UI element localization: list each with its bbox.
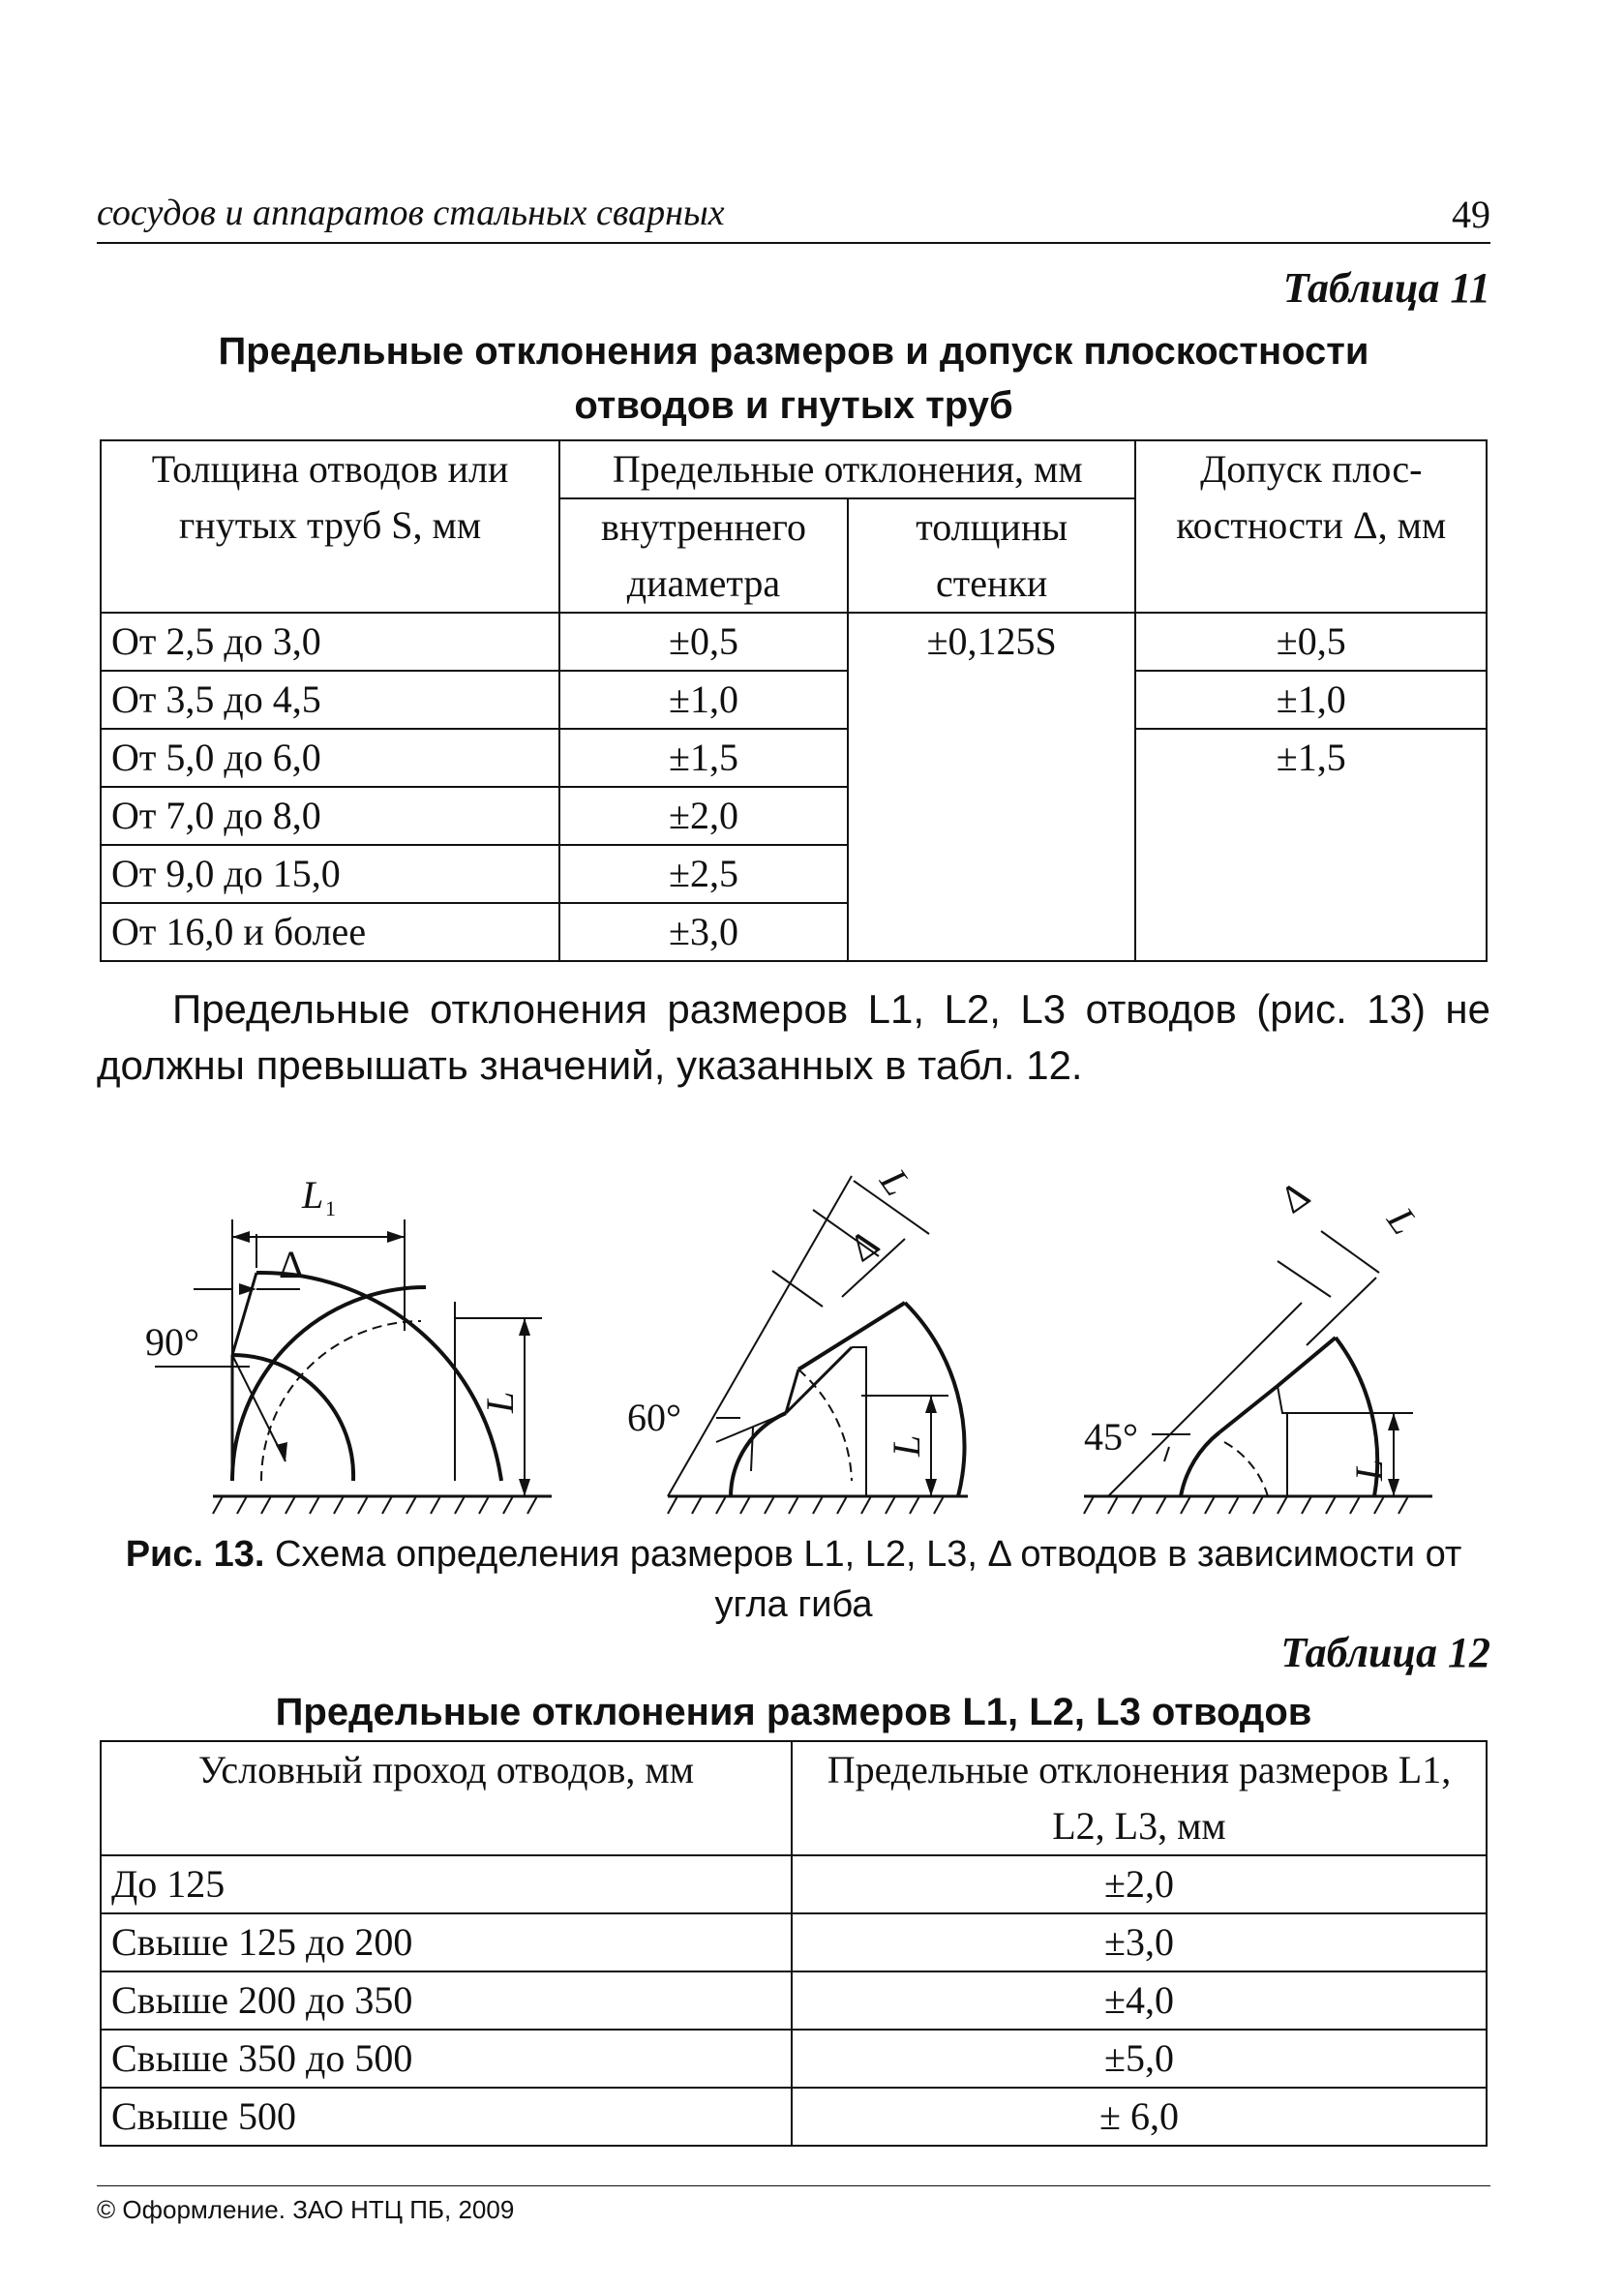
caption-label: Рис. 13.: [125, 1534, 265, 1575]
cell-inner: ±1,5: [559, 729, 848, 787]
header-thickness: Толщина отводов или гнутых труб S, мм: [101, 440, 559, 613]
table-row: [101, 2088, 1487, 2146]
svg-text:1: 1: [325, 1196, 336, 1220]
cell-range: От 5,0 до 6,0: [101, 729, 559, 787]
label-l2-top: L: [871, 1160, 920, 1204]
cell-inner: ±1,0: [559, 671, 848, 729]
label-angle-45: 45°: [1084, 1415, 1138, 1459]
cell-wall-merged: ±0,125S: [848, 613, 1136, 961]
footer-rule: [97, 2185, 1490, 2186]
cell-range: До 125: [101, 1855, 792, 1913]
footer-copyright: © Оформление. ЗАО НТЦ ПБ, 2009: [97, 2195, 515, 2224]
label-delta-1: Δ: [279, 1243, 304, 1286]
cell-range: От 3,5 до 4,5: [101, 671, 559, 729]
cell-deviation: ±3,0: [792, 1913, 1487, 1971]
running-title: сосудов и аппаратов стальных сварных: [97, 193, 725, 233]
table-11-title-line-2: отводов и гнутых труб: [574, 384, 1013, 427]
cell-deviation: ± 6,0: [792, 2088, 1487, 2146]
cell-range: От 9,0 до 15,0: [101, 845, 559, 903]
running-header: [97, 192, 1490, 238]
table-12: [100, 1740, 1488, 2147]
cell-deviation: ±2,0: [792, 1855, 1487, 1913]
cell-range: Свыше 125 до 200: [101, 1913, 792, 1971]
body-paragraph: Предельные отклонения размеров L1, L2, L3 отводов (рис. 13) не должны превышать значений, указанных в табл. 12.: [97, 986, 1490, 1088]
cell-inner: ±0,5: [559, 613, 848, 671]
table-12-label: Таблица 12: [1280, 1629, 1490, 1676]
cell-range: Свыше 500: [101, 2088, 792, 2146]
label-l2-side: L: [885, 1434, 928, 1457]
table-row: [101, 1971, 1487, 2030]
figure-13-diagram: [145, 1123, 1452, 1529]
table-row: [101, 671, 1487, 729]
cell-inner: ±2,5: [559, 845, 848, 903]
table-11-title-line-1: Предельные отклонения размеров и допуск плоскостности: [218, 330, 1369, 373]
header-nominal-pass: Условный проход отводов, мм: [101, 1741, 792, 1855]
header-l-deviations: Предельные отклонения размеров L1, L2, L3, мм: [792, 1741, 1487, 1855]
table-row: [101, 729, 1487, 787]
table-row: [101, 1855, 1487, 1913]
label-l1-top: L: [302, 1173, 324, 1217]
cell-flatness: ±1,0: [1135, 671, 1487, 729]
cell-range: Свыше 200 до 350: [101, 1971, 792, 2030]
header-rule: [97, 242, 1490, 244]
cell-flatness: ±0,5: [1135, 613, 1487, 671]
cell-deviation: ±4,0: [792, 1971, 1487, 2030]
cell-deviation: ±5,0: [792, 2030, 1487, 2088]
caption-text: Схема определения размеров L1, L2, L3, Δ отводов в зависимости от угла гиба: [275, 1534, 1462, 1625]
cell-flatness-merged: ±1,5: [1135, 729, 1487, 961]
cell-range: Свыше 350 до 500: [101, 2030, 792, 2088]
page-number: 49: [1452, 193, 1490, 236]
cell-inner: ±3,0: [559, 903, 848, 961]
table-row: [101, 613, 1487, 671]
label-l3-top: L: [1378, 1199, 1428, 1243]
header-flatness: Допуск плос-костности Δ, мм: [1135, 440, 1487, 613]
label-l3-side: L: [1347, 1459, 1391, 1481]
figure-13-caption: [97, 1529, 1490, 1630]
table-11-label: Таблица 11: [1282, 264, 1490, 312]
table-row: [101, 2030, 1487, 2088]
label-l1-side: L: [478, 1391, 522, 1413]
cell-inner: ±2,0: [559, 787, 848, 845]
header-wall-thickness: толщины стенки: [848, 498, 1136, 613]
table-row: [101, 1913, 1487, 1971]
label-delta-3: Δ: [1272, 1171, 1318, 1222]
label-angle-90: 90°: [145, 1320, 199, 1364]
header-deviations: Предельные отклонения, мм: [559, 440, 1135, 498]
header-inner-diameter: внутреннего диаметра: [559, 498, 848, 613]
label-delta-2: Δ: [841, 1219, 887, 1271]
table-12-title: Предельные отклонения размеров L1, L2, L3 отводов: [275, 1691, 1312, 1733]
label-angle-60: 60°: [627, 1396, 681, 1439]
cell-range: От 7,0 до 8,0: [101, 787, 559, 845]
cell-range: От 16,0 и более: [101, 903, 559, 961]
table-11: [100, 439, 1488, 962]
cell-range: От 2,5 до 3,0: [101, 613, 559, 671]
